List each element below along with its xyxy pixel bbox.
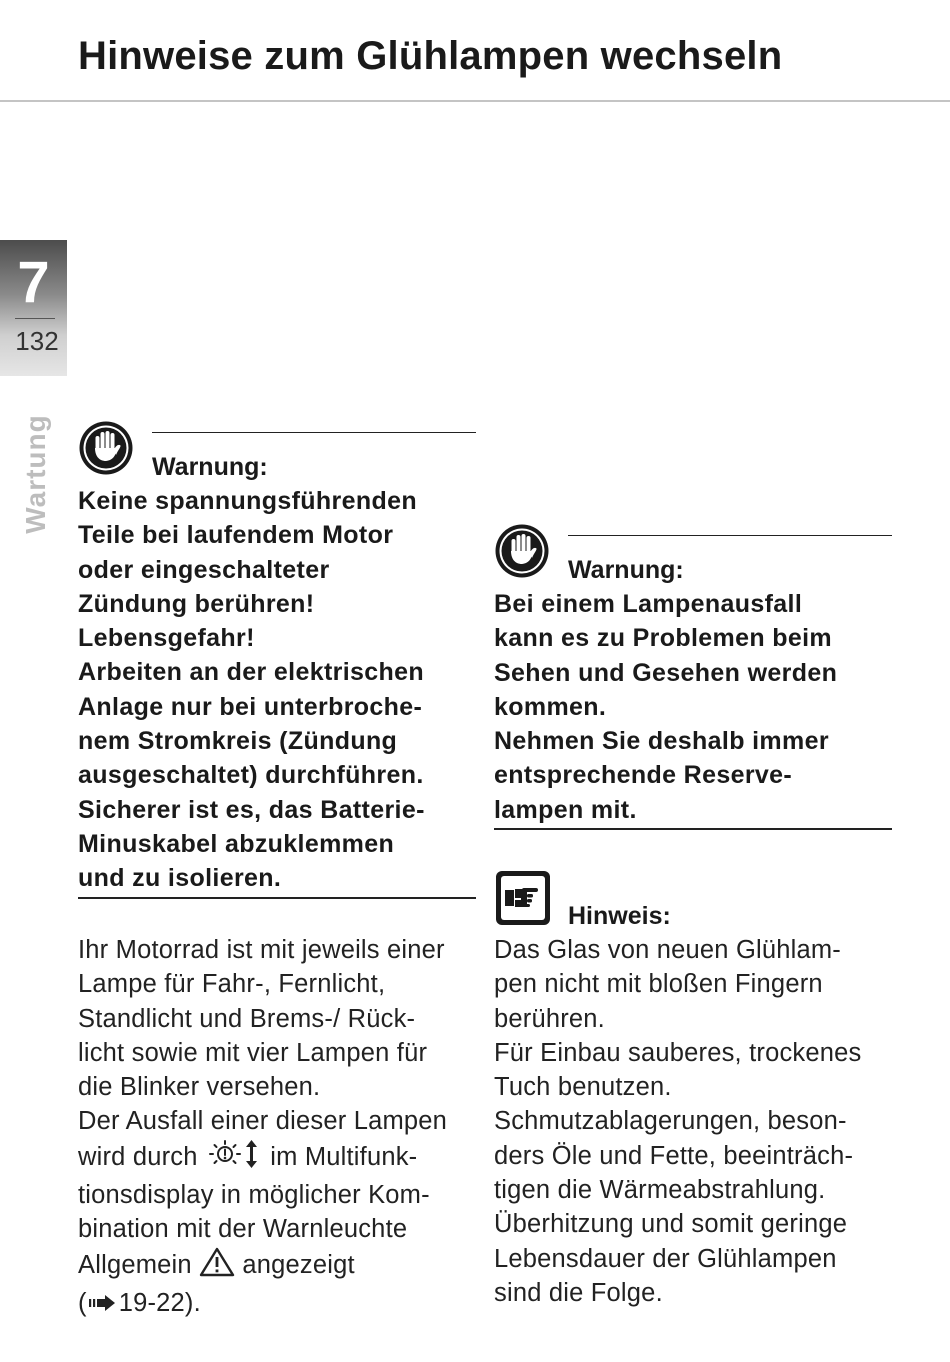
text-line: entsprechende Reserve- — [494, 761, 793, 790]
text-line: Bei einem Lampenausfall — [494, 590, 803, 618]
text-line: ausgeschaltet) durchführen. — [78, 761, 424, 790]
pointing-hand-note-icon — [494, 869, 552, 927]
text-fragment: ( — [78, 1288, 87, 1317]
text-line: nem Stromkreis (Zündung — [78, 727, 398, 756]
text-line: Teile bei laufendem Motor — [78, 521, 394, 550]
note-heading: Hinweis: — [568, 902, 671, 930]
text-line: oder eingeschalteter — [78, 555, 330, 584]
warning-bottom-rule — [78, 897, 476, 899]
text-line: Minuskabel abzuklemmen — [78, 829, 395, 858]
text-line: Sicherer ist es, das Batterie- — [78, 795, 425, 824]
text-line: Schmutzablagerungen, beson- — [494, 1107, 847, 1136]
section-label: Wartung — [20, 414, 51, 534]
warning-top-rule — [152, 432, 476, 433]
text-line: Das Glas von neuen Glühlam- — [494, 936, 841, 964]
text-line: Überhitzung und somit geringe — [494, 1210, 848, 1239]
text-line: Standlicht und Brems-/ Rück- — [78, 1004, 416, 1033]
text-line: pen nicht mit bloßen Fingern — [494, 970, 823, 999]
text-line: Ihr Motorrad ist mit jeweils einer — [78, 936, 445, 964]
stop-hand-icon — [78, 420, 134, 476]
warning-triangle-icon — [199, 1247, 235, 1286]
reference-arrow-icon — [89, 1286, 115, 1320]
text-line: tigen die Wärmeabstrahlung. — [494, 1176, 826, 1205]
text-line: tionsdisplay in möglicher Kom- — [78, 1181, 430, 1210]
warning-heading: Warnung: — [568, 556, 684, 584]
page-number: 132 — [15, 326, 59, 356]
chapter-number: 7 — [17, 250, 50, 315]
text-fragment: angezeigt — [242, 1250, 355, 1279]
stop-hand-icon — [494, 523, 550, 579]
text-line: ders Öle und Fette, beeinträch- — [494, 1141, 854, 1170]
text-line-with-icon — [78, 1139, 476, 1178]
text-line: Lebensdauer der Glühlampen — [494, 1244, 837, 1273]
text-line: lampen mit. — [494, 795, 637, 824]
text-line-with-icon — [78, 1247, 476, 1286]
reference-line — [78, 1286, 476, 1320]
warning-text — [78, 484, 476, 896]
text-line: die Blinker versehen. — [78, 1073, 321, 1102]
warning-text — [494, 587, 892, 827]
warning-heading: Warnung: — [152, 453, 268, 481]
text-line: Keine spannungsführenden — [78, 487, 417, 515]
text-fragment: wird durch — [78, 1142, 198, 1171]
text-line: kann es zu Problemen beim — [494, 624, 833, 653]
warning-bottom-rule — [494, 828, 892, 830]
text-line: Für Einbau sauberes, trockenes — [494, 1038, 862, 1067]
text-line: Lebensgefahr! — [78, 624, 255, 653]
text-fragment: Allgemein — [78, 1250, 192, 1279]
text-line: Der Ausfall einer dieser Lampen — [78, 1107, 448, 1136]
text-line: sind die Folge. — [494, 1278, 663, 1307]
text-line: und zu isolieren. — [78, 864, 282, 893]
chapter-divider — [15, 318, 55, 319]
text-line: Sehen und Gesehen werden — [494, 658, 838, 687]
reference-text: 19-22). — [118, 1288, 201, 1317]
text-line: licht sowie mit vier Lampen für — [78, 1038, 428, 1067]
body-text-left — [78, 933, 476, 1320]
text-line: Lampe für Fahr-, Fernlicht, — [78, 970, 386, 999]
text-line: Nehmen Sie deshalb immer — [494, 727, 829, 756]
text-fragment: im Multifunk- — [270, 1142, 418, 1171]
text-line: bination mit der Warnleuchte — [78, 1215, 408, 1244]
page-title: Hinweise zum Glühlampen wechseln — [78, 34, 783, 78]
text-line: kommen. — [494, 692, 607, 721]
text-line: berühren. — [494, 1004, 605, 1033]
text-line: Zündung berühren! — [78, 589, 315, 618]
note-text — [494, 933, 892, 1310]
text-line: Tuch benutzen. — [494, 1073, 672, 1102]
lamp-failure-icon — [205, 1139, 263, 1178]
title-divider — [0, 100, 950, 102]
text-line: Anlage nur bei unterbroche- — [78, 692, 423, 721]
warning-top-rule — [568, 535, 892, 536]
text-line: Arbeiten an der elektrischen — [78, 658, 425, 687]
